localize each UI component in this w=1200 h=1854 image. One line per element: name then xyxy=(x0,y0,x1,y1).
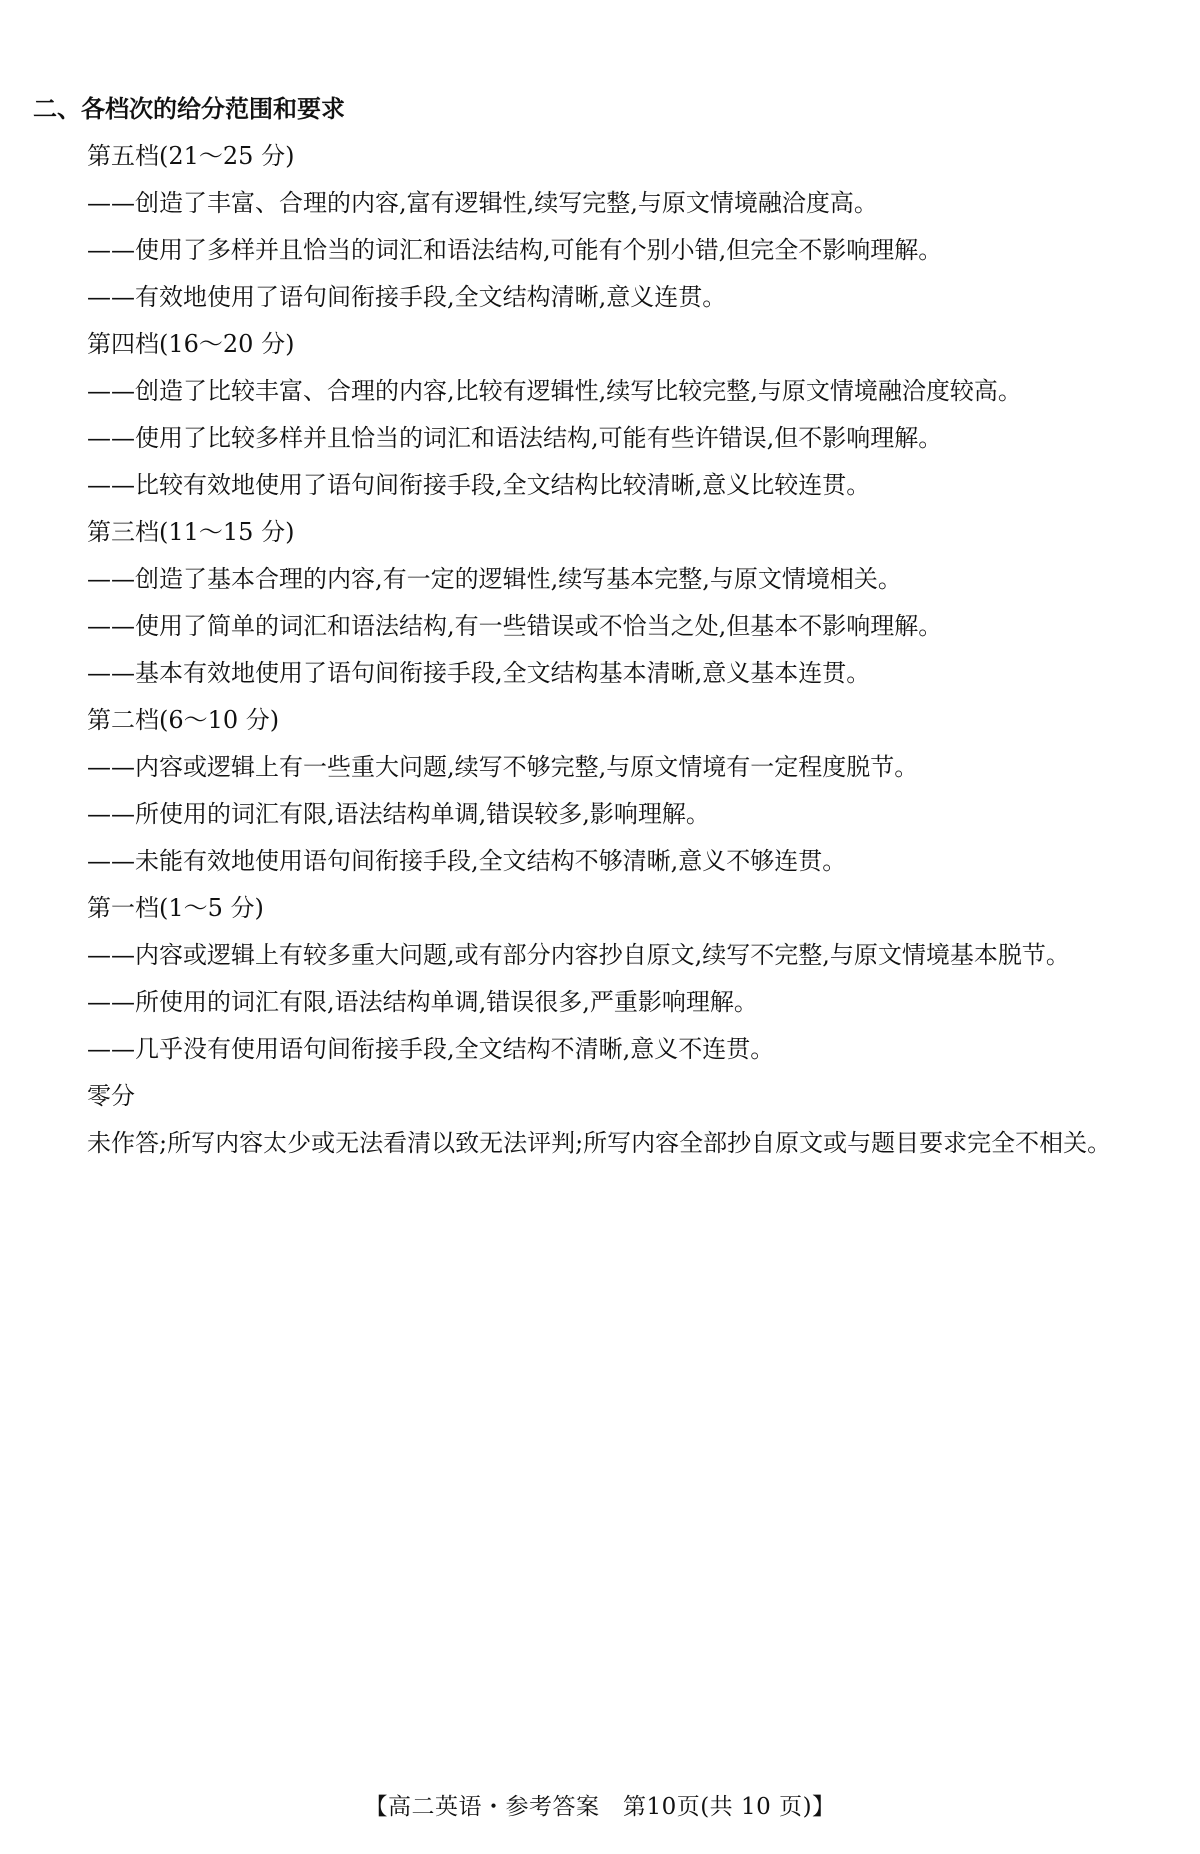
tier-criterion: ——基本有效地使用了语句间衔接手段,全文结构基本清晰,意义基本连贯。 xyxy=(87,659,871,687)
tier-heading: 第二档(6～10 分) xyxy=(87,706,280,734)
scoring-criteria xyxy=(33,86,1168,1167)
tier-criterion: ——所使用的词汇有限,语法结构单调,错误很多,严重影响理解。 xyxy=(87,988,758,1016)
tier-zero xyxy=(33,1073,1168,1167)
tier-criterion: ——比较有效地使用了语句间衔接手段,全文结构比较清晰,意义比较连贯。 xyxy=(87,471,871,499)
tier-criterion: ——创造了基本合理的内容,有一定的逻辑性,续写基本完整,与原文情境相关。 xyxy=(87,565,902,593)
tier-heading: 第五档(21～25 分) xyxy=(87,142,295,170)
tier-criterion: ——使用了多样并且恰当的词汇和语法结构,可能有个别小错,但完全不影响理解。 xyxy=(87,236,943,264)
tier-heading: 第三档(11～15 分) xyxy=(87,518,295,546)
tier-criterion: ——创造了丰富、合理的内容,富有逻辑性,续写完整,与原文情境融洽度高。 xyxy=(87,189,878,217)
tier-criterion: ——几乎没有使用语句间衔接手段,全文结构不清晰,意义不连贯。 xyxy=(87,1035,775,1063)
tier-criterion: ——创造了比较丰富、合理的内容,比较有逻辑性,续写比较完整,与原文情境融洽度较高。 xyxy=(87,377,1022,405)
tier-2 xyxy=(33,697,1168,885)
tier-criterion: ——有效地使用了语句间衔接手段,全文结构清晰,意义连贯。 xyxy=(87,283,727,311)
page-footer: 【高二英语・参考答案 第10页(共 10 页)】 xyxy=(364,1794,836,1820)
tier-criterion: ——所使用的词汇有限,语法结构单调,错误较多,影响理解。 xyxy=(87,800,710,828)
tier-criterion: ——使用了简单的词汇和语法结构,有一些错误或不恰当之处,但基本不影响理解。 xyxy=(87,612,943,640)
tier-5 xyxy=(33,133,1168,321)
tier-1 xyxy=(33,885,1168,1073)
tier-4 xyxy=(33,321,1168,509)
tier-heading: 第一档(1～5 分) xyxy=(87,894,264,922)
tier-heading: 零分 xyxy=(87,1082,135,1110)
tier-criterion: ——未能有效地使用语句间衔接手段,全文结构不够清晰,意义不够连贯。 xyxy=(87,847,847,875)
section-title: 二、各档次的给分范围和要求 xyxy=(33,95,345,123)
tier-criterion: ——使用了比较多样并且恰当的词汇和语法结构,可能有些许错误,但不影响理解。 xyxy=(87,424,943,452)
tier-criterion: ——内容或逻辑上有一些重大问题,续写不够完整,与原文情境有一定程度脱节。 xyxy=(87,753,919,781)
tier-3 xyxy=(33,509,1168,697)
zero-criterion: 未作答;所写内容太少或无法看清以致无法评判;所写内容全部抄自原文或与题目要求完全不相关。 xyxy=(87,1129,1112,1157)
tier-criterion: ——内容或逻辑上有较多重大问题,或有部分内容抄自原文,续写不完整,与原文情境基本脱节。 xyxy=(87,941,1070,969)
tier-heading: 第四档(16～20 分) xyxy=(87,330,295,358)
